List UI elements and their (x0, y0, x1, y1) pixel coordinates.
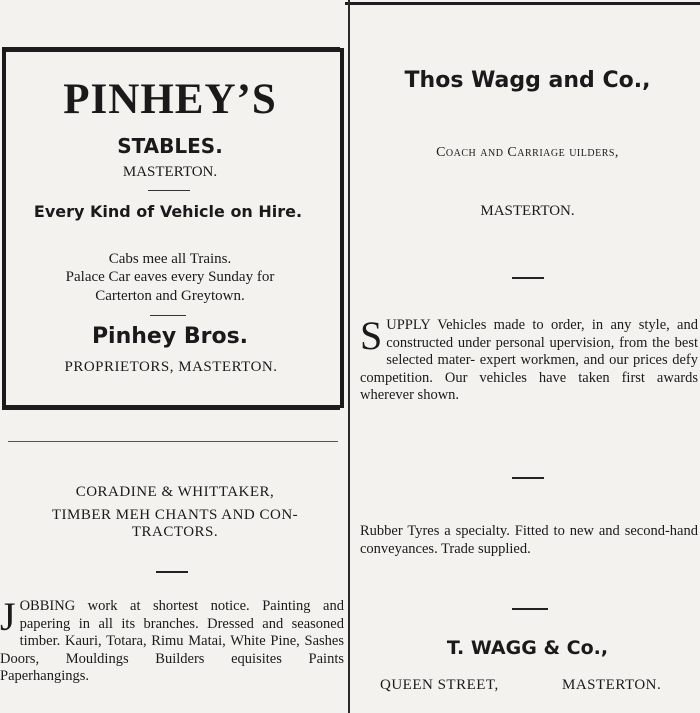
left-separator-rule (8, 441, 338, 442)
pinhey-town: MASTERTON. (122, 164, 218, 180)
wagg-body (360, 313, 698, 405)
wagg-address-town: MASTERTON. (562, 677, 662, 693)
wagg-dropcap: S (360, 313, 383, 358)
wagg-body-text: UPPLY Vehicles made to order, in any style, and constructed under personal upervision, from the best selected mater- expert workmen, and our prices defy competition. Our vehicles have taken first awards wherever shown. (360, 317, 698, 403)
pinhey-destinations-line: Carterton and Greytown. (95, 288, 245, 304)
wagg-trade: Coach and Carriage uilders, (436, 145, 619, 160)
coradine-divider (156, 571, 188, 573)
pinhey-headline: Every Kind of Vehicle on Hire. (33, 202, 303, 221)
coradine-body-text: OBBING work at shortest notice. Painting and papering in all its branches. Dressed and seasoned timber. Kauri, Totara, Rimu Matai, White Pine, Sashes Doors, Mouldings Builders equisites Paints Paperhangings. (0, 598, 344, 684)
wagg-address-street: QUEEN STREET, (380, 677, 499, 693)
coradine-body (0, 594, 344, 686)
wagg-title: Thos Wagg and Co., (404, 68, 651, 93)
pinhey-divider-2 (150, 315, 186, 316)
wagg-town: MASTERTON. (480, 203, 575, 219)
pinhey-owners: Pinhey Bros. (91, 324, 249, 349)
wagg-divider-2 (512, 477, 544, 479)
wagg-divider-1 (512, 277, 544, 279)
coradine-trade: TIMBER MEH CHANTS AND CON- (51, 507, 299, 523)
pinhey-subtitle: STABLES. (117, 134, 223, 158)
pinhey-proprietors: PROPRIETORS, MASTERTON. (64, 359, 278, 375)
top-border-rule (345, 2, 700, 5)
column-divider (348, 0, 350, 713)
pinhey-divider (148, 190, 190, 191)
coradine-dropcap: J (0, 594, 16, 639)
wagg-divider-3 (512, 608, 548, 610)
pinhey-palace-car-line: Palace Car eaves every Sunday for (65, 269, 275, 285)
pinhey-title: PINHEY’S (63, 76, 277, 123)
pinhey-bottom-rule (2, 405, 340, 410)
pinhey-cabs-line: Cabs mee all Trains. (108, 251, 232, 267)
wagg-tyres: Rubber Tyres a specialty. Fitted to new and second-hand conveyances. Trade supplied. (360, 523, 698, 557)
coradine-trade-cont: TRACTORS. (131, 524, 219, 540)
coradine-name: CORADINE & WHITTAKER, (75, 484, 275, 500)
wagg-footer-name: T. WAGG & Co., (446, 637, 609, 659)
